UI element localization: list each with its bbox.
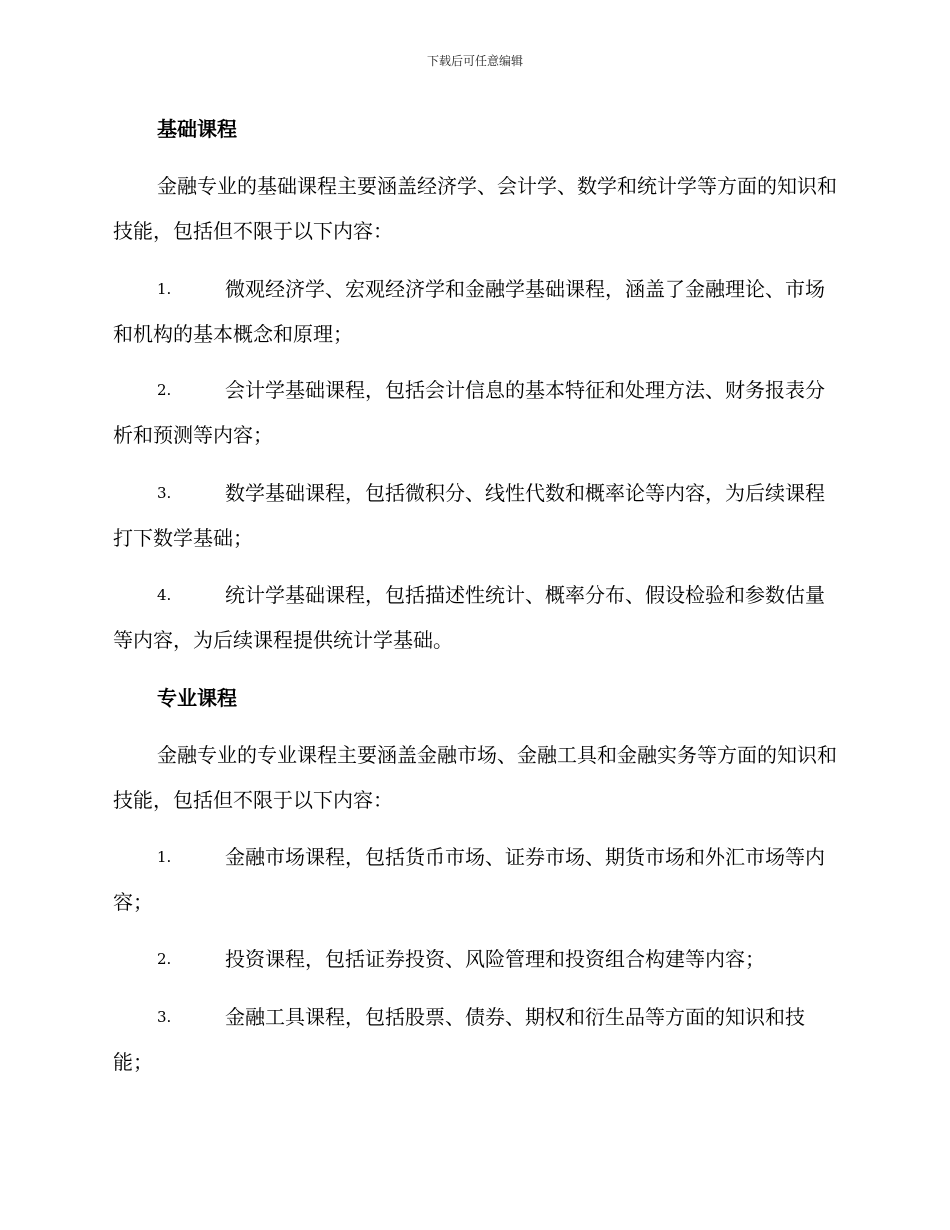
list-item-text: 数学基础课程，包括微积分、线性代数和概率论等内容，为后续课程打下数学基础； (113, 481, 825, 550)
list-item (113, 573, 838, 663)
list-item-text: 金融工具课程，包括股票、债券、期权和衍生品等方面的知识和技能； (113, 1005, 805, 1074)
list-item (113, 267, 838, 357)
list-number: 3. (157, 1008, 172, 1026)
section-intro-basic (113, 164, 838, 254)
list-number: 4. (157, 586, 172, 604)
list-item (113, 937, 838, 982)
intro-text: 金融专业的专业课程主要涵盖金融市场、金融工具和金融实务等方面的知识和技能，包括但不限于以下内容： (113, 743, 837, 812)
list-number: 1. (157, 280, 172, 298)
list-item-text: 会计学基础课程，包括会计信息的基本特征和处理方法、财务报表分析和预测等内容； (113, 378, 825, 447)
list-number: 3. (157, 484, 172, 502)
list-number: 1. (157, 848, 172, 866)
list-item (113, 368, 838, 458)
list-item-text: 微观经济学、宏观经济学和金融学基础课程，涵盖了金融理论、市场和机构的基本概念和原理； (113, 277, 825, 346)
list-item (113, 471, 838, 561)
section-heading-professional: 专业课程 (157, 686, 237, 710)
list-item-text: 金融市场课程，包括货币市场、证券市场、期货市场和外汇市场等内容； (113, 845, 825, 914)
list-item (113, 995, 838, 1085)
list-item (113, 835, 838, 925)
list-item-text: 投资课程，包括证券投资、风险管理和投资组合构建等内容； (225, 947, 765, 971)
list-number: 2. (157, 381, 172, 399)
list-item-text: 统计学基础课程，包括描述性统计、概率分布、假设检验和参数估量等内容，为后续课程提供统计学基础。 (113, 583, 825, 652)
page-header: 下载后可任意编辑 (426, 54, 523, 68)
intro-text: 金融专业的基础课程主要涵盖经济学、会计学、数学和统计学等方面的知识和技能，包括但不限于以下内容： (113, 174, 837, 243)
list-number: 2. (157, 950, 172, 968)
section-heading-basic: 基础课程 (157, 117, 237, 141)
section-intro-professional (113, 733, 838, 823)
